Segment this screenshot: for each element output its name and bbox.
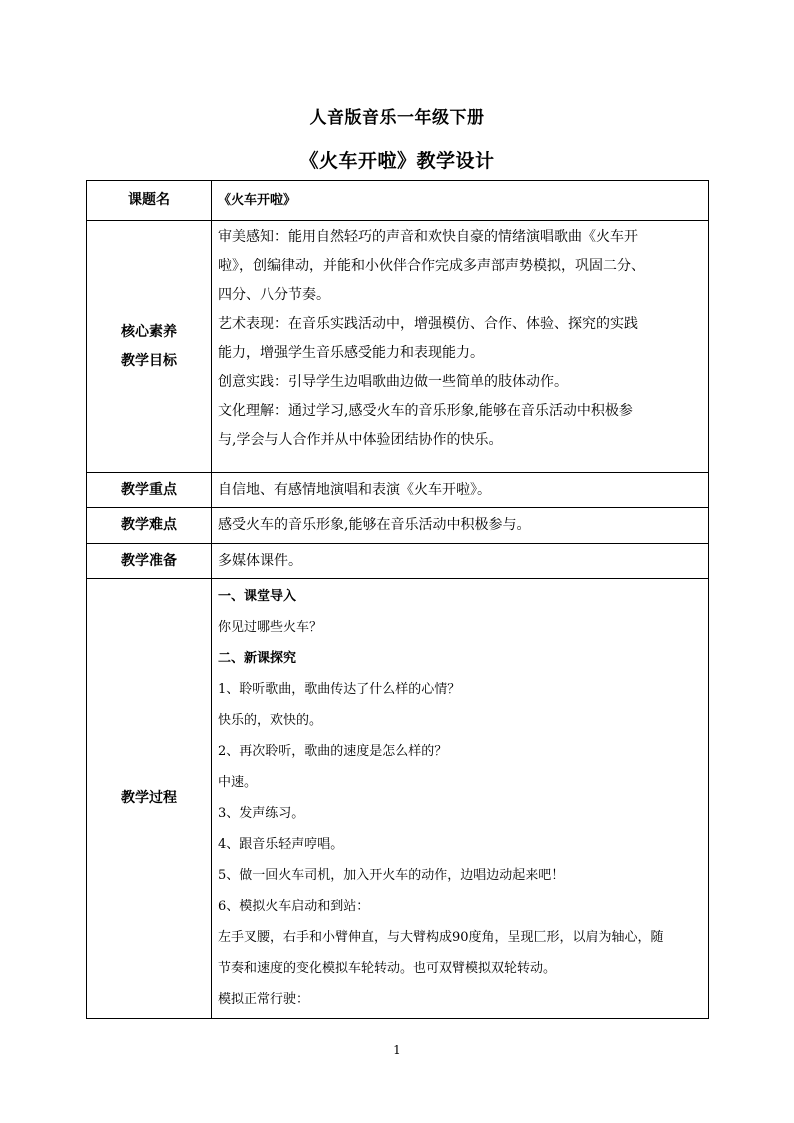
goals-line: 能力，增强学生音乐感受能力和表现能力。 <box>218 345 484 361</box>
process-line: 模拟正常行驶： <box>218 992 310 1007</box>
process-line: 你见过哪些火车？ <box>218 620 323 635</box>
table-row-difficulty <box>87 508 709 544</box>
document-title: 人音版音乐一年级下册 <box>309 108 485 128</box>
goals-line: 审美感知：能用自然轻巧的声音和欢快自豪的情绪演唱歌曲《火车开 <box>218 229 638 245</box>
table-row-topic <box>87 181 709 221</box>
page-number: 1 <box>393 1043 401 1057</box>
preparation-value: 多媒体课件。 <box>212 544 709 579</box>
goals-label-line1: 核心素养 <box>121 323 177 340</box>
table-row-goals <box>87 221 709 473</box>
process-heading: 二、新课探究 <box>218 651 297 666</box>
process-line: 中速。 <box>218 775 258 790</box>
goals-line: 文化理解：通过学习,感受火车的音乐形象,能够在音乐活动中积极参 <box>218 403 633 419</box>
process-line: 快乐的，欢快的。 <box>218 713 323 728</box>
goals-label-line2: 教学目标 <box>121 352 177 369</box>
goals-line: 啦》，创编律动，并能和小伙伴合作完成多声部声势模拟，巩固二分、 <box>218 258 645 274</box>
goals-content <box>212 221 709 473</box>
goals-line: 与,学会与人合作并从中体验团结协作的快乐。 <box>218 432 503 448</box>
document-subtitle: 《火车开啦》教学设计 <box>299 150 495 172</box>
table-row-process <box>87 579 709 1019</box>
process-line: 2、再次聆听，歌曲的速度是怎么样的？ <box>218 744 448 759</box>
goals-line: 创意实践：引导学生边唱歌曲边做一些简单的肢体动作。 <box>218 374 568 390</box>
key-point-value: 自信地、有感情地演唱和表演《火车开啦》。 <box>212 473 709 508</box>
process-line: 5、做一回火车司机，加入开火车的动作，边唱边动起来吧！ <box>218 868 565 883</box>
process-line: 4、跟音乐轻声哼唱。 <box>218 837 344 852</box>
goals-line: 艺术表现：在音乐实践活动中，增强模仿、合作、体验、探究的实践 <box>218 316 638 332</box>
process-content <box>212 579 709 1019</box>
process-label: 教学过程 <box>87 579 212 1019</box>
goals-line: 四分、八分节奏。 <box>218 287 330 303</box>
difficulty-label: 教学难点 <box>87 508 212 544</box>
key-point-label: 教学重点 <box>87 473 212 508</box>
lesson-plan-table <box>86 180 709 1019</box>
process-line: 3、发声练习。 <box>218 806 305 821</box>
preparation-label: 教学准备 <box>87 544 212 579</box>
topic-value: 《火车开啦》 <box>212 181 709 221</box>
process-line: 左手叉腰，右手和小臂伸直，与大臂构成90度角，呈现匚形，以肩为轴心，随 <box>218 930 664 945</box>
table-row-key-point <box>87 473 709 508</box>
goals-label <box>87 221 212 473</box>
process-line: 节奏和速度的变化模拟车轮转动。也可双臂模拟双轮转动。 <box>218 961 557 976</box>
process-line: 6、模拟火车启动和到站： <box>218 899 370 914</box>
process-heading: 一、课堂导入 <box>218 589 297 604</box>
topic-label: 课题名 <box>87 181 212 221</box>
process-line: 1、聆听歌曲，歌曲传达了什么样的心情？ <box>218 682 461 697</box>
table-row-preparation <box>87 544 709 579</box>
difficulty-value: 感受火车的音乐形象,能够在音乐活动中积极参与。 <box>212 508 709 544</box>
